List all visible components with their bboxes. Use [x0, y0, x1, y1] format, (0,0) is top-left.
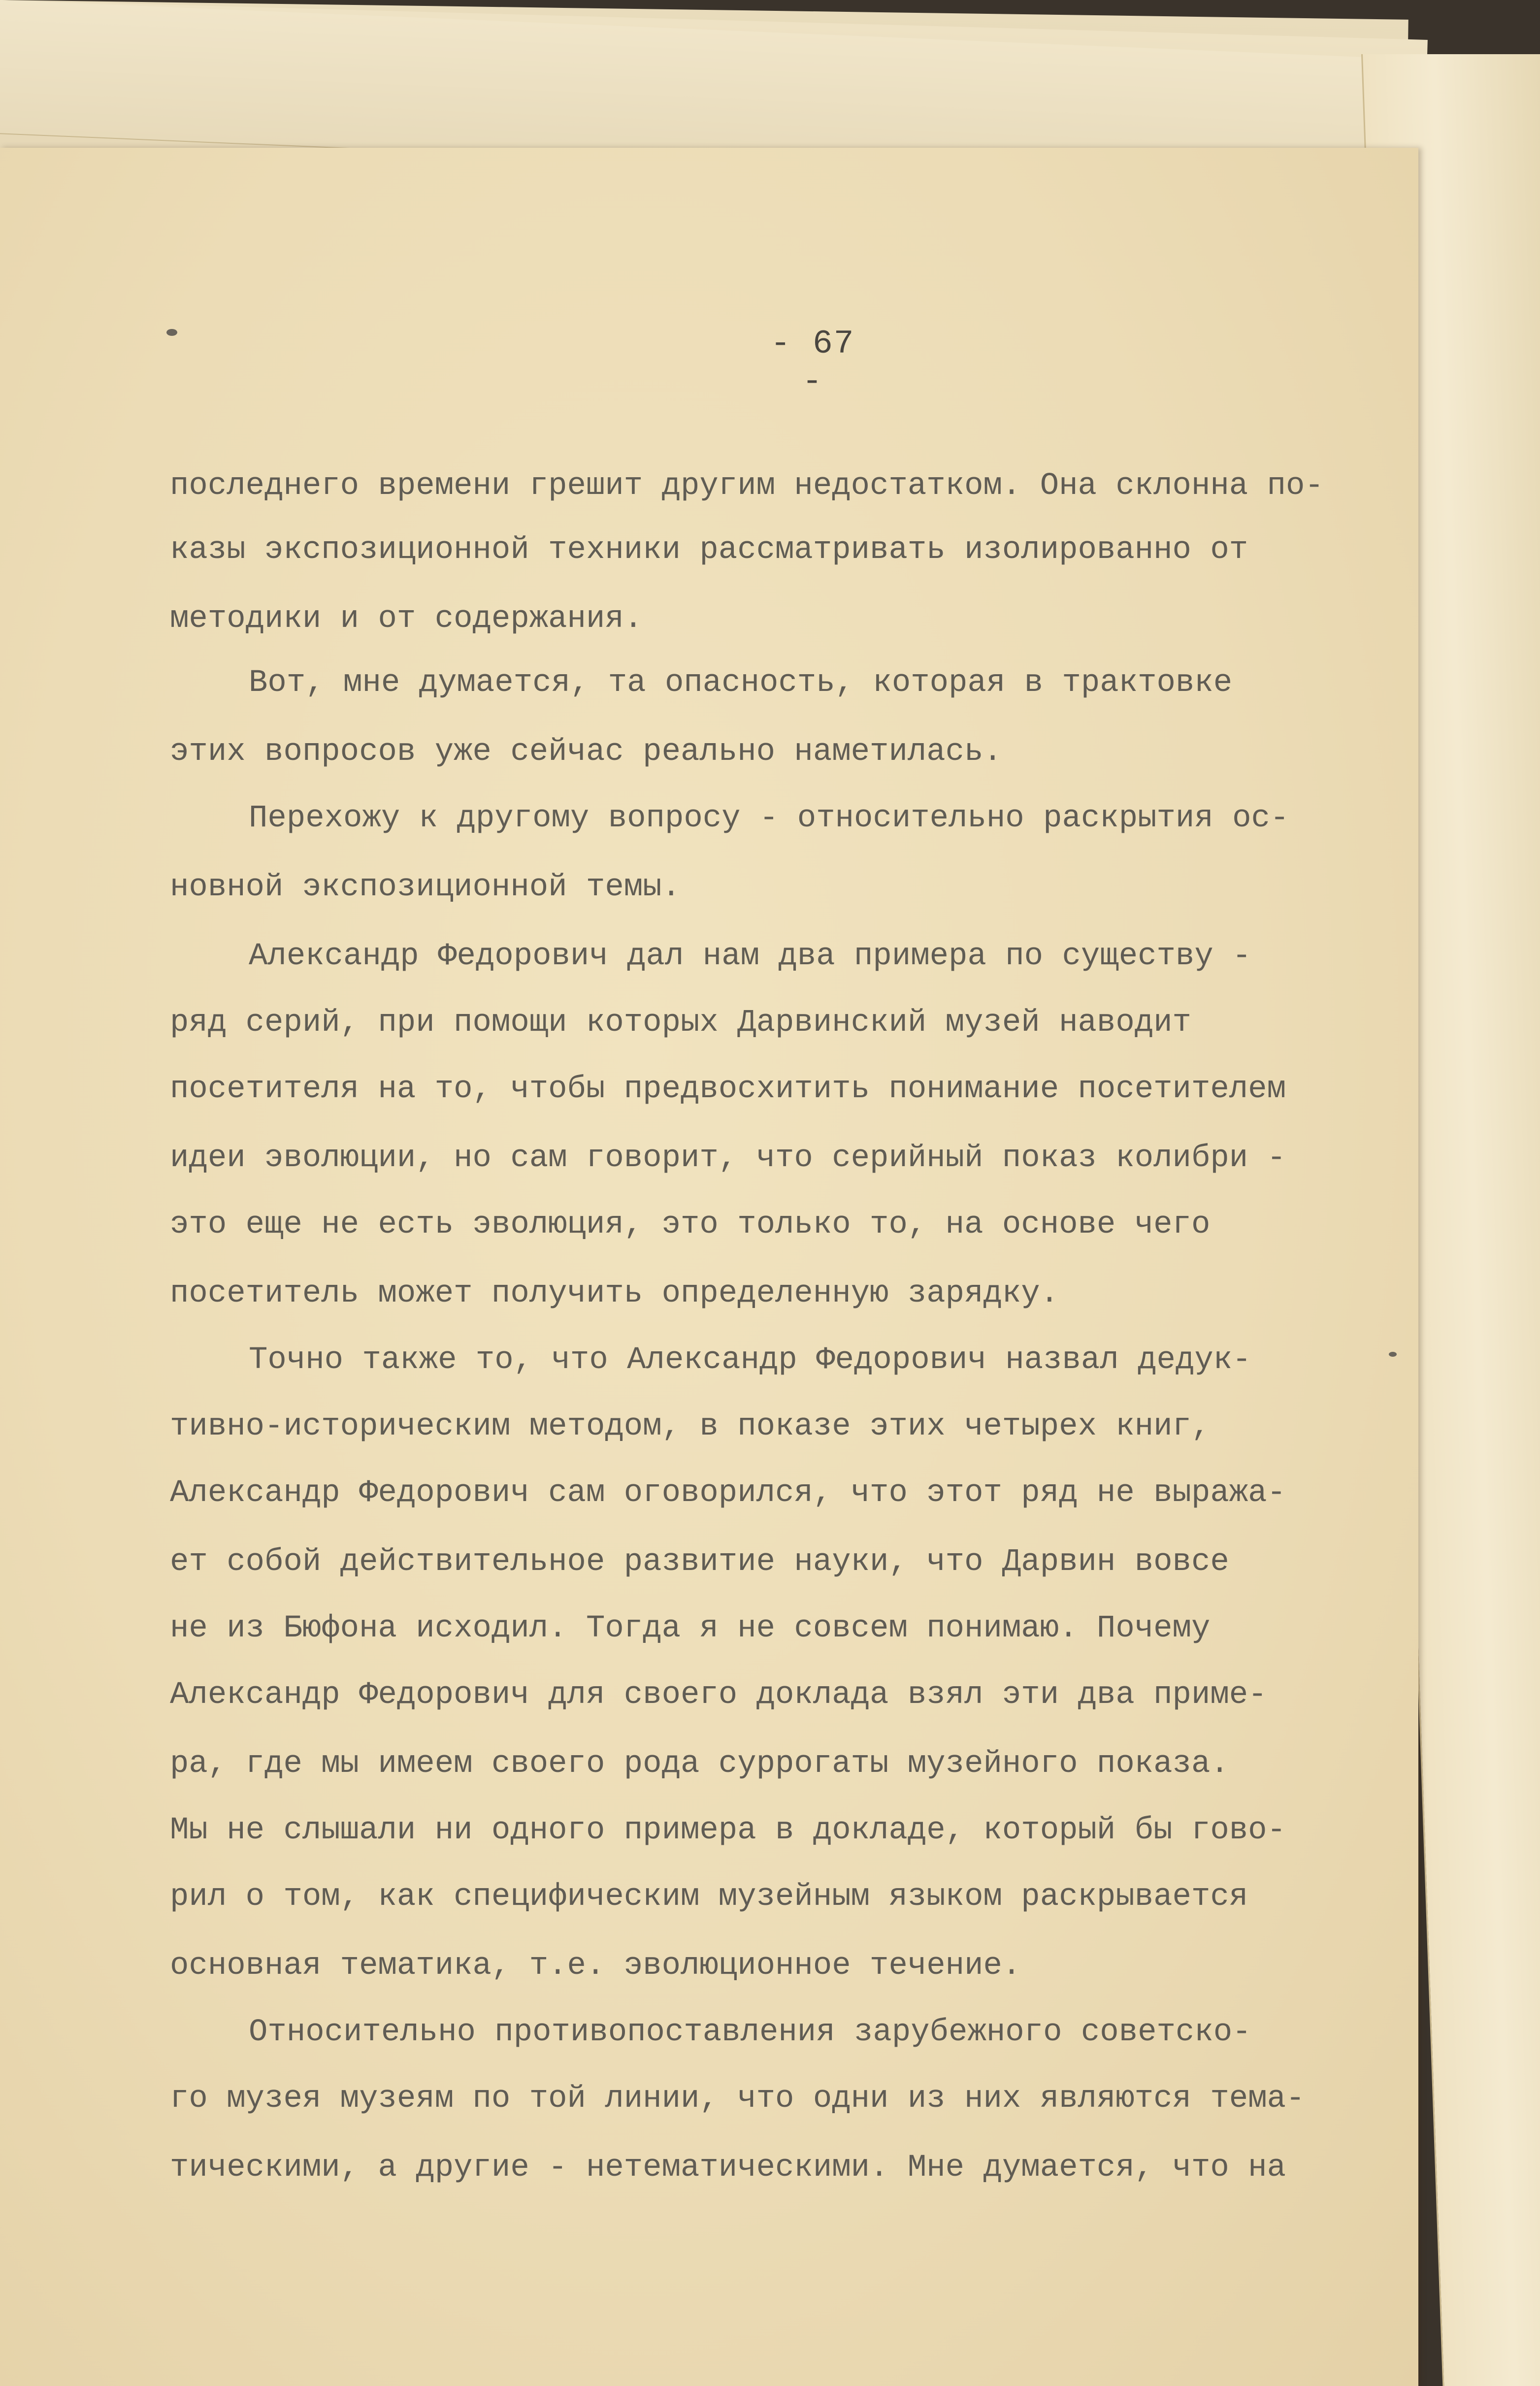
text-line: ет собой действительное развитие науки, что Дарвин вовсе — [170, 1544, 1229, 1580]
text-line: Перехожу к другому вопросу - относительно раскрытия ос- — [249, 801, 1289, 836]
text-line: посетитель может получить определенную зарядку. — [170, 1276, 1059, 1311]
text-line: Относительно противопоставления зарубежного советско- — [249, 2015, 1251, 2050]
text-line: рил о том, как специфическим музейным языком раскрывается — [170, 1879, 1248, 1915]
text-line: Мы не слышали ни одного примера в докладе, который бы гово- — [170, 1813, 1286, 1848]
text-line: ра, где мы имеем своего рода суррогаты музейного показа. — [170, 1746, 1229, 1782]
text-line: го музея музеям по той линии, что одни из них являются тема- — [170, 2081, 1305, 2117]
text-line: новной экспозиционной темы. — [170, 870, 681, 905]
text-line: идеи эволюции, но сам говорит, что серийный показ колибри - — [170, 1141, 1286, 1176]
text-line: тическими, а другие - нетематическими. Мне думается, что на — [170, 2150, 1286, 2186]
text-line: ряд серий, при помощи которых Дарвинский музей наводит — [170, 1005, 1191, 1041]
text-line: этих вопросов уже сейчас реально наметилась. — [170, 734, 1002, 770]
text-line: Точно также то, что Александр Федорович назвал дедук- — [249, 1342, 1251, 1378]
text-line: это еще не есть эволюция, это только то, на основе чего — [170, 1207, 1211, 1242]
ink-speck — [166, 329, 177, 336]
text-line: Александр Федорович сам оговорился, что этот ряд не выража- — [170, 1475, 1286, 1511]
page-number: - 67 - — [770, 325, 855, 401]
text-line: тивно-историческим методом, в показе этих четырех книг, — [170, 1409, 1211, 1444]
text-line: казы экспозиционной техники рассматривать изолированно от — [170, 532, 1248, 568]
text-line: Вот, мне думается, та опасность, которая в трактовке — [249, 665, 1233, 701]
text-line: посетителя на то, чтобы предвосхитить понимание посетителем — [170, 1072, 1286, 1107]
text-line: методики и от содержания. — [170, 601, 643, 637]
text-line: Александр Федорович для своего доклада взял эти два приме- — [170, 1677, 1267, 1713]
ink-speck — [1389, 1352, 1397, 1357]
text-line: основная тематика, т.е. эволюционное течение. — [170, 1948, 1021, 1984]
text-line: последнего времени грешит другим недостатком. Она склонна по- — [170, 468, 1324, 504]
text-line: не из Бюфона исходил. Тогда я не совсем понимаю. Почему — [170, 1611, 1211, 1646]
text-line: Александр Федорович дал нам два примера по существу - — [249, 939, 1251, 974]
